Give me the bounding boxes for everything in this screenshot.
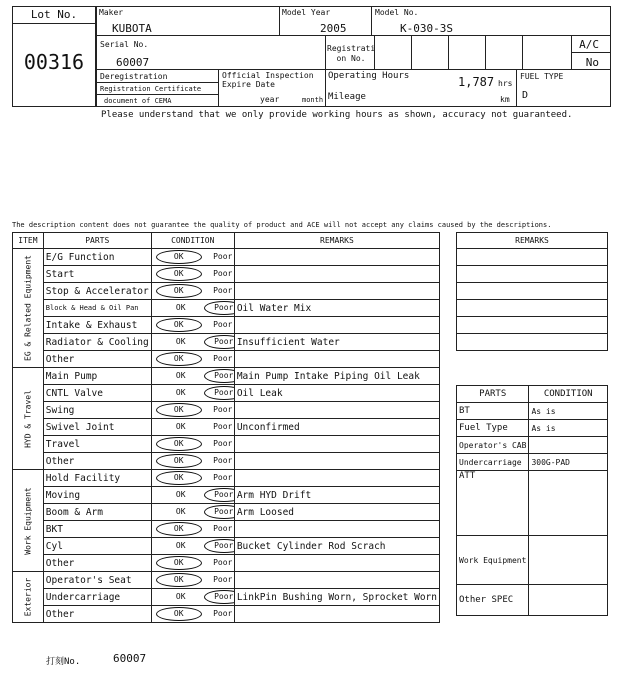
table-row: [13, 453, 440, 470]
condition-cell: [151, 266, 234, 283]
ok-option: OK: [156, 573, 202, 587]
ok-option: OK: [175, 490, 186, 499]
poor-option: Poor: [213, 473, 233, 482]
remark: Main Pump Intake Piping Oil Leak: [234, 368, 439, 385]
condition-cell: [151, 572, 234, 589]
poor-option: Poor: [213, 405, 233, 414]
poor-option: Poor: [213, 456, 233, 465]
ac-value: No: [585, 56, 599, 69]
hours-note: Please understand that we only provide working hours as shown, accuracy not guaranteed.: [101, 110, 573, 120]
poor-option: Poor: [204, 335, 235, 349]
section-label: [13, 249, 44, 368]
section-name: HYD & Travel: [23, 389, 33, 448]
ok-option: OK: [175, 592, 186, 601]
section-name: EG & Related Equipment: [23, 255, 33, 361]
section-label: [13, 368, 44, 470]
section-name: Exterior: [23, 577, 33, 617]
ok-option: OK: [175, 388, 186, 397]
poor-option: Poor: [204, 505, 235, 519]
table-row: [13, 504, 440, 521]
table-row: [13, 300, 440, 317]
ok-option: OK: [156, 403, 202, 417]
lot-label: Lot No.: [30, 8, 78, 21]
table-row: [13, 555, 440, 572]
model-no-value: K-030-3S: [400, 22, 453, 35]
part-name: Intake & Exhaust: [43, 317, 151, 334]
dereg-label: Deregistration: [100, 72, 168, 81]
part-name: Radiator & Cooling: [43, 334, 151, 351]
poor-option: Poor: [213, 575, 233, 584]
remark: [234, 555, 439, 572]
year-label: year: [260, 95, 280, 104]
right-part-name: ATT: [457, 471, 529, 536]
condition-cell: [151, 317, 234, 334]
condition-cell: [151, 351, 234, 368]
table-row: [13, 470, 440, 487]
ok-option: OK: [156, 437, 202, 451]
part-name: Other: [43, 351, 151, 368]
condition-cell: [151, 453, 234, 470]
fuel-type-value: D: [522, 90, 529, 101]
part-name: Moving: [43, 487, 151, 504]
right-part-name: BT: [457, 403, 529, 420]
table-row: [13, 249, 440, 266]
right-table-row: [457, 471, 608, 536]
condition-cell: [151, 589, 234, 606]
condition-cell: [151, 334, 234, 351]
remark: [234, 436, 439, 453]
poor-option: Poor: [204, 590, 235, 604]
right-part-name: Other SPEC: [457, 585, 529, 616]
col-remarks: REMARKS: [234, 233, 439, 249]
remark: [234, 249, 439, 266]
ac-label: A/C: [579, 38, 599, 51]
remark: Unconfirmed: [234, 419, 439, 436]
table-row: [13, 317, 440, 334]
section-label: [13, 470, 44, 572]
poor-option: Poor: [213, 354, 233, 363]
table-row: [13, 334, 440, 351]
remark: [234, 606, 439, 623]
part-name: Other: [43, 606, 151, 623]
table-row: [13, 419, 440, 436]
remark: [234, 266, 439, 283]
ok-option: OK: [156, 352, 202, 366]
part-name: Cyl: [43, 538, 151, 555]
part-name: Operator's Seat: [43, 572, 151, 589]
month-label: month: [302, 96, 324, 104]
right-remarks-table: [456, 232, 608, 351]
condition-cell: [151, 283, 234, 300]
condition-cell: [151, 555, 234, 572]
condition-cell: [151, 538, 234, 555]
inspection-table: [12, 232, 440, 623]
col-condition: CONDITION: [151, 233, 234, 249]
inspection-label: Official Inspection Expire Date: [222, 71, 314, 89]
ok-option: OK: [156, 454, 202, 468]
condition-cell: [151, 487, 234, 504]
model-year-value: 2005: [320, 22, 347, 35]
table-row: [13, 487, 440, 504]
table-header-row: [13, 233, 440, 249]
dereg-sub1: Registration Certificate: [100, 85, 202, 93]
poor-option: Poor: [204, 488, 235, 502]
poor-option: Poor: [204, 301, 235, 315]
table-row: [13, 538, 440, 555]
right-table-row: [457, 536, 608, 585]
part-name: Stop & Accelerator: [43, 283, 151, 300]
poor-option: Poor: [204, 539, 235, 553]
poor-option: Poor: [213, 320, 233, 329]
ok-option: OK: [156, 318, 202, 332]
table-row: [13, 385, 440, 402]
right-col-parts: PARTS: [457, 386, 529, 403]
right-table-row: [457, 420, 608, 437]
registration-label: Registrati on No.: [327, 44, 376, 63]
km-unit: km: [500, 95, 510, 104]
ok-option: OK: [156, 522, 202, 536]
part-name: Other: [43, 555, 151, 572]
poor-option: Poor: [204, 369, 235, 383]
right-part-condition: [529, 536, 608, 585]
condition-cell: [151, 470, 234, 487]
remark: [234, 521, 439, 538]
table-row: [13, 606, 440, 623]
right-col-condition: CONDITION: [529, 386, 608, 403]
footer-value: 60007: [113, 652, 147, 665]
remark: [234, 317, 439, 334]
ok-option: OK: [156, 471, 202, 485]
right-part-condition: [529, 585, 608, 616]
right-part-condition: As is: [529, 420, 608, 437]
right-part-name: Undercarriage: [457, 454, 529, 471]
condition-cell: [151, 249, 234, 266]
part-name: Swing: [43, 402, 151, 419]
ok-option: OK: [156, 284, 202, 298]
remark: [234, 572, 439, 589]
condition-cell: [151, 300, 234, 317]
part-name: Other: [43, 453, 151, 470]
ok-option: OK: [175, 371, 186, 380]
table-row: [13, 402, 440, 419]
ok-option: OK: [156, 556, 202, 570]
table-row: [13, 589, 440, 606]
poor-option: Poor: [213, 269, 233, 278]
mileage-label: Mileage: [328, 92, 366, 102]
ok-option: OK: [156, 267, 202, 281]
poor-option: Poor: [213, 558, 233, 567]
maker-value: KUBOTA: [112, 22, 152, 35]
remark: Arm HYD Drift: [234, 487, 439, 504]
remark: [234, 453, 439, 470]
condition-cell: [151, 436, 234, 453]
part-name: Start: [43, 266, 151, 283]
poor-option: Poor: [213, 439, 233, 448]
section-name: Work Equipment: [23, 486, 33, 555]
table-row: [13, 436, 440, 453]
model-year-label: Model Year: [282, 8, 331, 17]
right-table-row: [457, 437, 608, 454]
table-row: [13, 572, 440, 589]
serial-label: Serial No.: [100, 40, 149, 49]
ok-option: OK: [175, 507, 186, 516]
remark: Arm Loosed: [234, 504, 439, 521]
right-table-row: [457, 585, 608, 616]
right-part-condition: 300G-PAD: [529, 454, 608, 471]
lot-value: 00316: [23, 50, 85, 74]
condition-cell: [151, 419, 234, 436]
part-name: E/G Function: [43, 249, 151, 266]
footer-label: 打刻No.: [46, 657, 81, 667]
right-table-row: [457, 454, 608, 471]
poor-option: Poor: [213, 609, 233, 618]
ok-option: OK: [156, 250, 202, 264]
poor-option: Poor: [204, 386, 235, 400]
dereg-sub2: document of CEMA: [104, 97, 172, 105]
table-row: [13, 368, 440, 385]
condition-cell: [151, 368, 234, 385]
part-name: BKT: [43, 521, 151, 538]
ok-option: OK: [175, 337, 186, 346]
right-remarks-title: REMARKS: [457, 233, 608, 249]
remark: Oil Leak: [234, 385, 439, 402]
poor-option: Poor: [213, 252, 233, 261]
ok-option: OK: [175, 541, 186, 550]
table-row: [13, 521, 440, 538]
right-parts-table: [456, 385, 608, 616]
condition-cell: [151, 521, 234, 538]
serial-value: 60007: [116, 56, 150, 69]
remark: [234, 283, 439, 300]
fuel-type-label: FUEL TYPE: [520, 72, 564, 81]
right-part-name: Fuel Type: [457, 420, 529, 437]
condition-cell: [151, 385, 234, 402]
part-name: Swivel Joint: [43, 419, 151, 436]
right-table-row: [457, 403, 608, 420]
remark: Oil Water Mix: [234, 300, 439, 317]
operating-hours-value: 1,787: [458, 75, 495, 89]
part-name: Boom & Arm: [43, 504, 151, 521]
ok-option: OK: [175, 422, 186, 431]
section-label: [13, 572, 44, 623]
col-parts: PARTS: [43, 233, 151, 249]
disclaimer: The description content does not guarantee the quality of product and ACE will not accept any claims caused by the descriptions.: [12, 221, 552, 229]
remark: Insufficient Water: [234, 334, 439, 351]
condition-cell: [151, 402, 234, 419]
right-part-name: Operator's CAB: [457, 437, 529, 454]
right-part-name: Work Equipment: [457, 536, 529, 585]
col-item: ITEM: [13, 233, 44, 249]
poor-option: Poor: [213, 286, 233, 295]
right-part-condition: [529, 471, 608, 536]
condition-cell: [151, 606, 234, 623]
right-part-condition: [529, 437, 608, 454]
part-name: Block & Head & Oil Pan: [43, 300, 151, 317]
part-name: Travel: [43, 436, 151, 453]
condition-cell: [151, 504, 234, 521]
remark: Bucket Cylinder Rod Scrach: [234, 538, 439, 555]
table-row: [13, 351, 440, 368]
ok-option: OK: [156, 607, 202, 621]
remark: LinkPin Bushing Worn, Sprocket Worn: [234, 589, 439, 606]
remark: [234, 351, 439, 368]
poor-option: Poor: [213, 524, 233, 533]
part-name: Main Pump: [43, 368, 151, 385]
maker-label: Maker: [99, 8, 124, 17]
part-name: CNTL Valve: [43, 385, 151, 402]
part-name: Undercarriage: [43, 589, 151, 606]
table-row: [13, 283, 440, 300]
remark: [234, 402, 439, 419]
ok-option: OK: [175, 303, 186, 312]
table-row: [13, 266, 440, 283]
part-name: Hold Facility: [43, 470, 151, 487]
poor-option: Poor: [213, 422, 233, 431]
operating-hours-label: Operating Hours: [328, 71, 410, 81]
remark: [234, 470, 439, 487]
right-part-condition: As is: [529, 403, 608, 420]
hrs-unit: hrs: [498, 79, 513, 88]
model-no-label: Model No.: [375, 8, 419, 17]
